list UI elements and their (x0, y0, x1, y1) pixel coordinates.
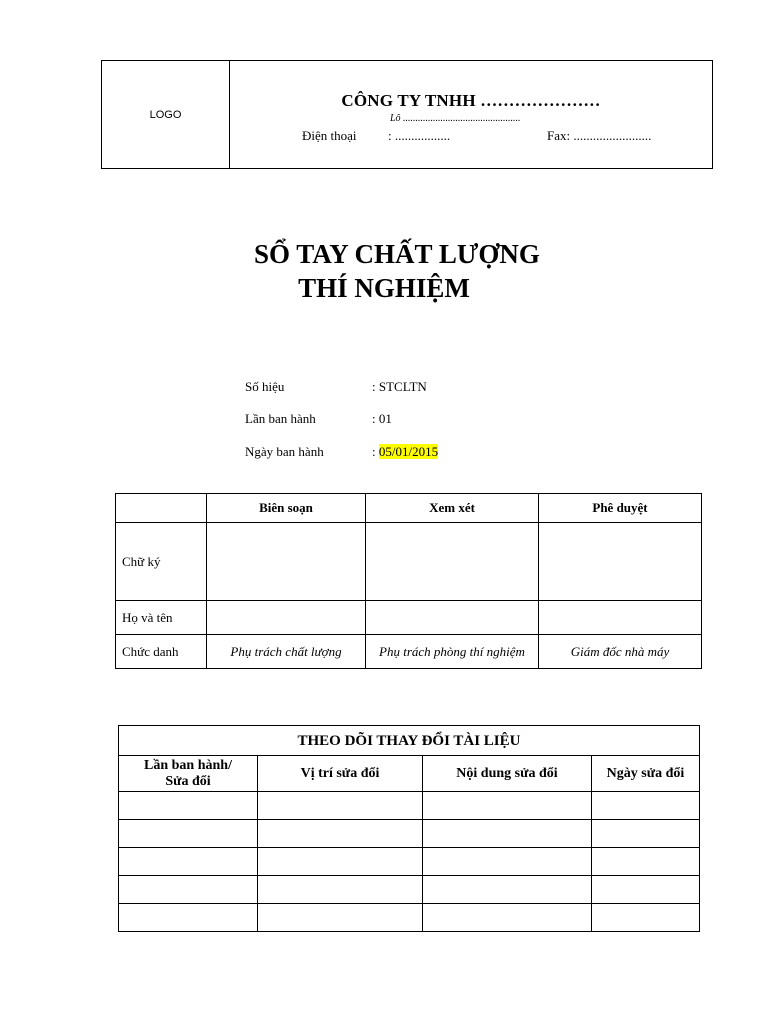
approval-header-empty (116, 494, 207, 523)
change-header-issue (119, 756, 258, 792)
approval-header-author: Biên soạn (207, 494, 366, 523)
issue-date-value: 05/01/2015 (378, 444, 439, 459)
fullname-cell-approver (539, 601, 702, 635)
position-row (116, 635, 702, 669)
table-cell (119, 904, 258, 932)
fullname-row (116, 601, 702, 635)
table-cell (119, 848, 258, 876)
change-header-content: Nội dung sửa đổi (423, 756, 592, 792)
change-table-title-row (119, 726, 700, 756)
doc-number-value: : STCLTN (372, 379, 427, 394)
table-cell (592, 792, 700, 820)
table-cell (119, 792, 258, 820)
fax-text: Fax: ........................ (547, 128, 652, 143)
change-table-row (119, 792, 700, 820)
company-header (101, 60, 713, 169)
table-cell (423, 848, 592, 876)
position-label: Chức danh (116, 635, 207, 669)
position-cell-approver: Giám đốc nhà máy (539, 635, 702, 669)
document-title-line1: SỔ TAY CHẤT LƯỢNG (254, 239, 540, 269)
document-title-line2: THÍ NGHIỆM (298, 273, 470, 303)
change-header-date: Ngày sửa đổi (592, 756, 700, 792)
table-cell (423, 904, 592, 932)
change-table-row (119, 904, 700, 932)
signature-label: Chữ ký (116, 523, 207, 601)
signature-cell-author (207, 523, 366, 601)
change-table-title: THEO DÕI THAY ĐỔI TÀI LIỆU (119, 726, 700, 756)
change-header-issue-line2: Sửa đổi (165, 773, 211, 789)
signature-cell-approver (539, 523, 702, 601)
change-table-header-row (119, 756, 700, 792)
approval-table (115, 493, 702, 669)
logo-placeholder: LOGO (102, 61, 230, 168)
approval-header-row (116, 494, 702, 523)
change-tracking-table (118, 725, 700, 932)
doc-number-label: Số hiệu (245, 379, 285, 394)
issue-date-label: Ngày ban hành (245, 444, 324, 459)
issue-date-prefix: : (372, 444, 379, 459)
approval-header-reviewer: Xem xét (366, 494, 539, 523)
issue-date-value-wrap (372, 443, 438, 461)
table-cell (258, 904, 423, 932)
change-table-row (119, 876, 700, 904)
table-cell (423, 820, 592, 848)
table-cell (258, 792, 423, 820)
signature-row (116, 523, 702, 601)
table-cell (119, 820, 258, 848)
table-cell (423, 792, 592, 820)
table-cell (119, 876, 258, 904)
fullname-cell-reviewer (366, 601, 539, 635)
table-cell (592, 904, 700, 932)
phone-label: Điện thoại (302, 128, 357, 143)
table-cell (592, 876, 700, 904)
table-cell (258, 820, 423, 848)
approval-header-approver: Phê duyệt (539, 494, 702, 523)
phone-value: : ................. (388, 128, 451, 143)
table-cell (258, 876, 423, 904)
issue-number-label: Lần ban hành (245, 411, 316, 426)
position-cell-author: Phụ trách chất lượng (207, 635, 366, 669)
table-cell (423, 876, 592, 904)
issue-number-value: : 01 (372, 411, 392, 426)
table-cell (258, 848, 423, 876)
company-address: Lô ............................................... (390, 113, 521, 124)
signature-cell-reviewer (366, 523, 539, 601)
company-name: CÔNG TY TNHH ………………… (341, 91, 601, 110)
change-table-row (119, 848, 700, 876)
change-header-location: Vị trí sửa đổi (258, 756, 423, 792)
fullname-label: Họ và tên (116, 601, 207, 635)
table-cell (592, 848, 700, 876)
fullname-cell-author (207, 601, 366, 635)
position-cell-reviewer: Phụ trách phòng thí nghiệm (366, 635, 539, 669)
table-cell (592, 820, 700, 848)
change-table-row (119, 820, 700, 848)
change-header-issue-line1: Lần ban hành/ (144, 757, 232, 773)
